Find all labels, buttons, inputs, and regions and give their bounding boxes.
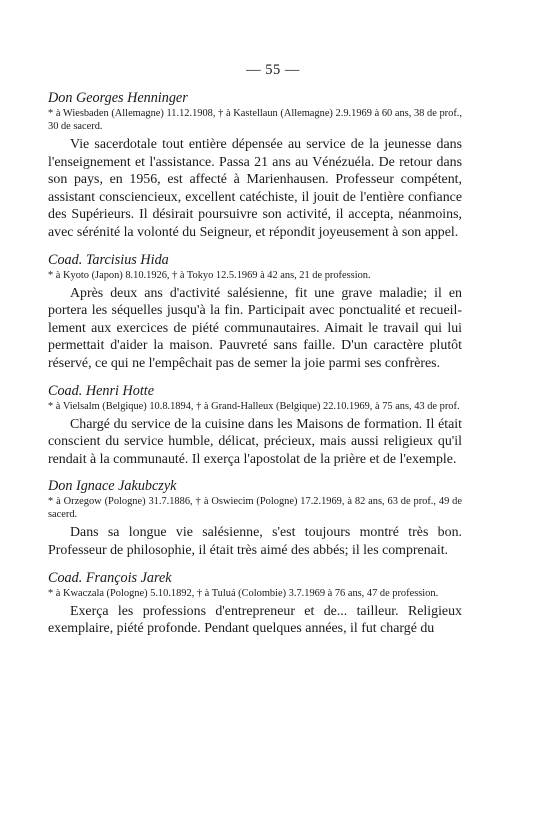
obituary-entry [48, 478, 462, 559]
obituary-entry [48, 252, 462, 373]
entry-text: Dans sa longue vie salésienne, s'est toujours montré très bon. Professeur de philosophie, il était très aimé des abbés; il les comprenait. [48, 525, 462, 558]
entry-name: Don Georges Henninger [48, 90, 188, 106]
entry-text: Exerça les professions d'entrepreneur et de... tailleur. Religieux exemplaire, piété profonde. Pendant quelques années, il fut chargé du [48, 603, 462, 637]
entry-dates: * à Vielsalm (Belgique) 10.8.1894, † à Grand-Halleux (Belgique) 22.10.1969, à 75 ans, 43 de prof. [48, 400, 460, 412]
entry-dates: * à Wiesbaden (Allemagne) 11.12.1908, † à Kastellaun (Allemagne) 2.9.1969 à 60 ans, 38 de prof., 30 de sacerd. [48, 108, 462, 132]
obituary-entry [48, 90, 462, 242]
entry-text: Vie sacerdotale tout entière dépensée au service de la jeunesse dans l'enseignement et l'assistance. Passa 21 ans au Vénézuéla. De retour dans son pays, en 1956, est affecté à Marienhausen. Professeur compétent, assistant consciencieux, excellent catéchiste, il jouit de l'entière confiance des Supérieurs. Il désirait poursuivre son activité, il accepta, néanmoins, avec sérénité la volonté du Seigneur, et répondit joyeusement à son appel. [48, 137, 462, 240]
obituary-entry [48, 570, 462, 638]
entry-text: Chargé du service de la cuisine dans les Maisons de formation. Il était conscient du service humble, délicat, précieux, mais aussi religieux qu'il rendait à la communauté. Il exerça l'apostolat de la prière et de l'exemple. [48, 416, 462, 467]
entry-text: Après deux ans d'activité salésienne, fit une grave maladie; il en portera les séquelles jusqu'à la fin. Participait avec ponctualité et recueillement aux exercices de piété communautaires. Aimait le travail qui lui permettait d'aider la maison. Pauvreté sans faille. D'un caractère plutôt réservé, ce qui ne l'empêchait pas de semer la joie parmi ses confrères. [48, 285, 462, 371]
obituary-entry [48, 383, 462, 469]
entry-dates: * à Kwaczala (Pologne) 5.10.1892, † à Tuluá (Colombie) 3.7.1969 à 76 ans, 47 de profession. [48, 587, 439, 599]
page-number: — 55 — [246, 62, 300, 78]
entry-name: Coad. Henri Hotte [48, 382, 155, 399]
entry-name: Don Ignace Jakubczyk [48, 478, 177, 495]
entry-dates: * à Orzegow (Pologne) 31.7.1886, † à Oswiecim (Pologne) 17.2.1969, à 82 ans, 63 de prof., 49 de sacerd. [48, 496, 462, 521]
entry-name: Coad. Tarcisius Hida [48, 251, 169, 268]
obituary-list [48, 90, 462, 648]
entry-name: Coad. François Jarek [48, 569, 172, 586]
entry-dates: * à Kyoto (Japon) 8.10.1926, † à Tokyo 12.5.1969 à 42 ans, 21 de profession. [48, 269, 371, 281]
